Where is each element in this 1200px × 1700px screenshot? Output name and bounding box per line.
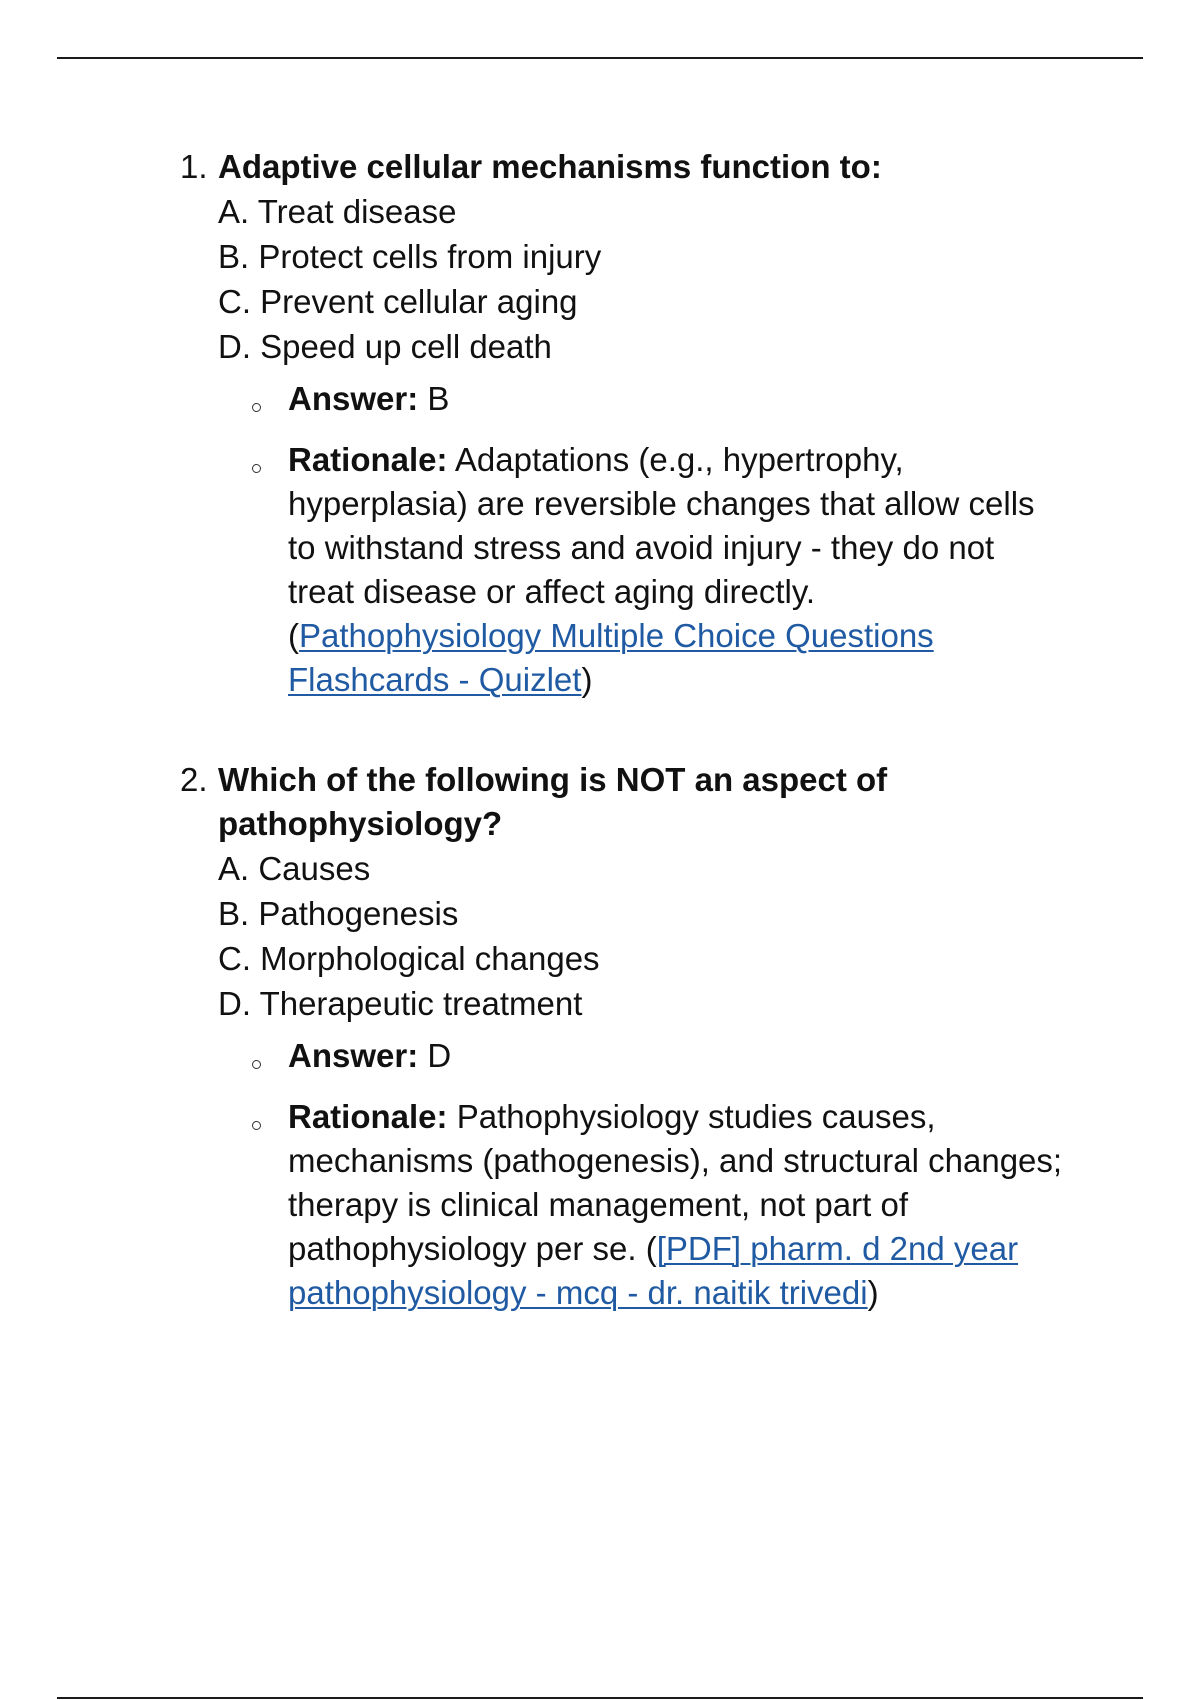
source-link[interactable]: [PDF] pharm. d 2nd year pathophysiology - mcq - dr. naitik trivedi (288, 1230, 1019, 1311)
option-b: B. Protect cells from injury (218, 238, 602, 275)
answer-label: Answer: (288, 380, 419, 417)
question-2 (180, 758, 1080, 1332)
source-close: ) (581, 661, 593, 698)
option-c: C. Morphological changes (218, 940, 600, 977)
circle-bullet-icon (252, 438, 288, 482)
answer-label: Answer: (288, 1037, 419, 1074)
circle-bullet-icon (252, 377, 288, 421)
question-number: 2. (180, 761, 208, 798)
circle-bullet-icon (252, 1095, 288, 1139)
question-text: Which of the following is NOT an aspect of pathophysiology? (218, 761, 888, 842)
question-heading (180, 758, 1080, 846)
rationale-item (252, 1095, 1080, 1315)
option-c: C. Prevent cellular aging (218, 283, 578, 320)
rationale-item (252, 438, 1080, 702)
answer-item (252, 1034, 1080, 1078)
option-d: D. Speed up cell death (218, 328, 552, 365)
answer-value: B (427, 380, 450, 417)
answer-details (252, 377, 1080, 702)
options-list (218, 189, 1080, 369)
header-rule (57, 57, 1143, 59)
source-link[interactable]: Pathophysiology Multiple Choice Questions Flashcards - Quizlet (288, 617, 934, 698)
rationale-text: Adaptations (e.g., hypertrophy, hyperplasia) are reversible changes that allow cells to withstand stress and avoid injury - they do not treat disease or affect aging directly. ( (288, 441, 1035, 654)
rationale-text: Pathophysiology studies causes, mechanisms (pathogenesis), and structural changes; therapy is clinical management, not part of pathophysiology per se. ( (288, 1098, 1063, 1267)
footer-rule (57, 1697, 1143, 1699)
rationale-label: Rationale: (288, 441, 448, 478)
options-list (218, 846, 1080, 1026)
option-a: A. Treat disease (218, 193, 457, 230)
question-text: Adaptive cellular mechanisms function to: (218, 148, 882, 185)
rationale-label: Rationale: (288, 1098, 448, 1135)
answer-value: D (427, 1037, 452, 1074)
option-d: D. Therapeutic treatment (218, 985, 583, 1022)
question-heading (180, 145, 1080, 189)
question-number: 1. (180, 148, 208, 185)
answer-details (252, 1034, 1080, 1315)
option-a: A. Causes (218, 850, 371, 887)
option-b: B. Pathogenesis (218, 895, 459, 932)
source-close: ) (867, 1274, 879, 1311)
question-1 (180, 145, 1080, 719)
circle-bullet-icon (252, 1034, 288, 1078)
answer-item (252, 377, 1080, 421)
